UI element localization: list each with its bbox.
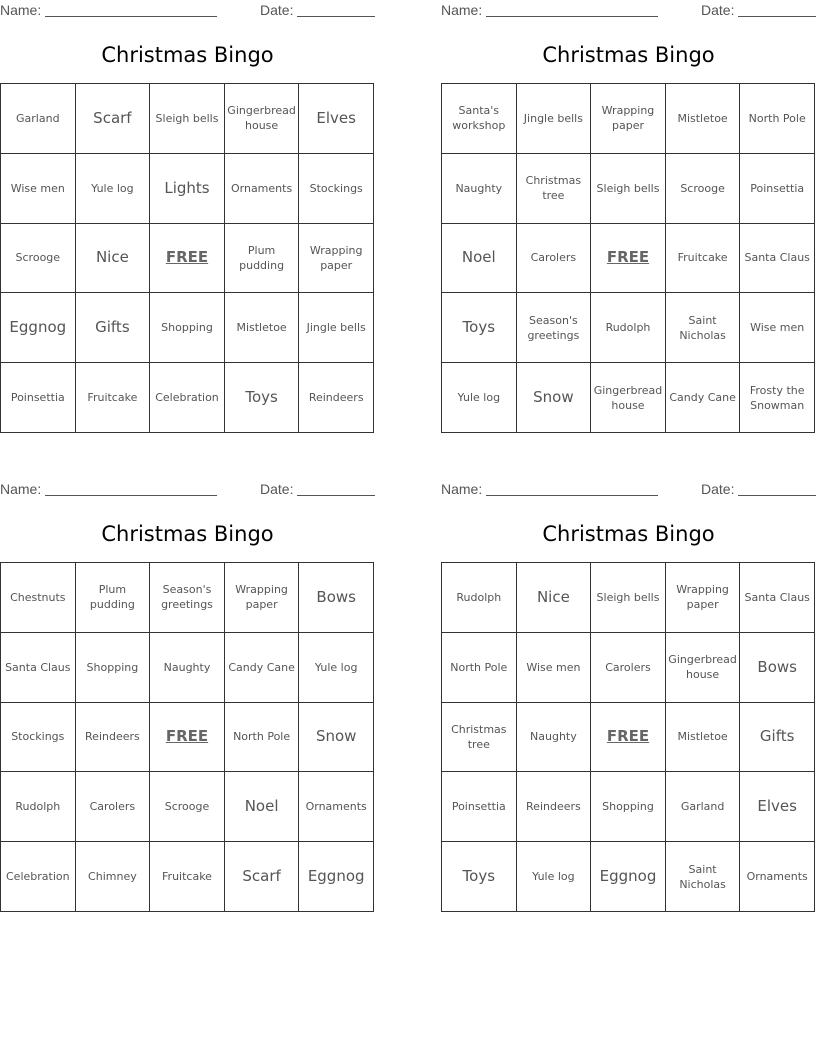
bingo-cell: Ornaments	[740, 842, 815, 912]
bingo-cell: Eggnog	[299, 842, 374, 912]
bingo-cell: Season's greetings	[517, 293, 592, 363]
bingo-cell: Fruitcake	[76, 363, 151, 433]
bingo-cell: Christmas tree	[517, 154, 592, 224]
bingo-cell: Fruitcake	[666, 224, 741, 294]
bingo-cell: Shopping	[150, 293, 225, 363]
date-label: Date:	[701, 2, 735, 18]
bingo-cell: Wrapping paper	[299, 224, 374, 294]
bingo-cell: Scarf	[225, 842, 300, 912]
bingo-cell: Sleigh bells	[591, 154, 666, 224]
bingo-cell: North Pole	[740, 84, 815, 154]
bingo-cell: Candy Cane	[225, 633, 300, 703]
free-space-cell: FREE	[591, 703, 666, 773]
bingo-cell: Elves	[299, 84, 374, 154]
bingo-cell: Christmas tree	[442, 703, 517, 773]
bingo-cell: Naughty	[517, 703, 592, 773]
card-title: Christmas Bingo	[101, 43, 274, 67]
bingo-cell: Poinsettia	[740, 154, 815, 224]
name-blank-line	[486, 495, 658, 496]
bingo-cell: Santa's workshop	[442, 84, 517, 154]
date-blank-line	[297, 495, 375, 496]
bingo-cell: Santa Claus	[740, 563, 815, 633]
card-header	[441, 0, 816, 22]
bingo-cell: Naughty	[150, 633, 225, 703]
bingo-cell: Stockings	[299, 154, 374, 224]
bingo-cell: Season's greetings	[150, 563, 225, 633]
bingo-cell: Poinsettia	[442, 772, 517, 842]
bingo-cell: Sleigh bells	[150, 84, 225, 154]
bingo-cell: Gingerbread house	[225, 84, 300, 154]
card-title: Christmas Bingo	[542, 43, 715, 67]
bingo-cell: Poinsettia	[1, 363, 76, 433]
bingo-cell: Toys	[225, 363, 300, 433]
bingo-cell: Sleigh bells	[591, 563, 666, 633]
bingo-cell: Scrooge	[1, 224, 76, 294]
bingo-cell: Noel	[225, 772, 300, 842]
name-label: Name:	[441, 2, 483, 18]
bingo-cell: Chimney	[76, 842, 151, 912]
bingo-cell: Wise men	[517, 633, 592, 703]
card-header	[0, 0, 375, 22]
bingo-card-4	[441, 479, 816, 919]
bingo-cell: Candy Cane	[666, 363, 741, 433]
bingo-cell: Wise men	[740, 293, 815, 363]
bingo-cell: Wrapping paper	[591, 84, 666, 154]
bingo-cell: Yule log	[517, 842, 592, 912]
free-space-cell: FREE	[591, 224, 666, 294]
bingo-cell: Yule log	[442, 363, 517, 433]
bingo-cell: Plum pudding	[76, 563, 151, 633]
bingo-cell: Ornaments	[225, 154, 300, 224]
date-label: Date:	[260, 481, 294, 497]
name-blank-line	[45, 495, 217, 496]
bingo-cell: Jingle bells	[299, 293, 374, 363]
date-blank-line	[738, 495, 816, 496]
bingo-cell: Shopping	[591, 772, 666, 842]
bingo-cell: Scarf	[76, 84, 151, 154]
bingo-cell: Saint Nicholas	[666, 293, 741, 363]
free-space-cell: FREE	[150, 703, 225, 773]
bingo-cell: Noel	[442, 224, 517, 294]
name-label: Name:	[0, 2, 42, 18]
bingo-cell: Mistletoe	[666, 703, 741, 773]
bingo-cell: Chestnuts	[1, 563, 76, 633]
bingo-cell: North Pole	[225, 703, 300, 773]
bingo-cell: Wise men	[1, 154, 76, 224]
bingo-cell: Toys	[442, 842, 517, 912]
date-blank-line	[738, 16, 816, 17]
bingo-cell: Yule log	[76, 154, 151, 224]
bingo-cell: Eggnog	[591, 842, 666, 912]
bingo-cell: Snow	[517, 363, 592, 433]
bingo-cell: North Pole	[442, 633, 517, 703]
bingo-cell: Snow	[299, 703, 374, 773]
bingo-cell: Nice	[517, 563, 592, 633]
bingo-cell: Carolers	[76, 772, 151, 842]
bingo-grid	[441, 83, 815, 433]
date-label: Date:	[260, 2, 294, 18]
bingo-cell: Fruitcake	[150, 842, 225, 912]
name-blank-line	[45, 16, 217, 17]
bingo-cell: Garland	[1, 84, 76, 154]
bingo-cell: Stockings	[1, 703, 76, 773]
bingo-cell: Eggnog	[1, 293, 76, 363]
bingo-cell: Wrapping paper	[666, 563, 741, 633]
free-space-cell: FREE	[150, 224, 225, 294]
bingo-cell: Frosty the Snowman	[740, 363, 815, 433]
date-label: Date:	[701, 481, 735, 497]
bingo-cell: Naughty	[442, 154, 517, 224]
bingo-cell: Celebration	[150, 363, 225, 433]
name-label: Name:	[441, 481, 483, 497]
card-header	[441, 479, 816, 501]
bingo-cell: Wrapping paper	[225, 563, 300, 633]
bingo-cell: Santa Claus	[1, 633, 76, 703]
card-title: Christmas Bingo	[101, 522, 274, 546]
bingo-cell: Mistletoe	[225, 293, 300, 363]
bingo-cell: Reindeers	[76, 703, 151, 773]
bingo-cell: Yule log	[299, 633, 374, 703]
bingo-cell: Reindeers	[517, 772, 592, 842]
bingo-cell: Ornaments	[299, 772, 374, 842]
bingo-cell: Gifts	[76, 293, 151, 363]
bingo-cell: Bows	[299, 563, 374, 633]
bingo-cell: Gingerbread house	[591, 363, 666, 433]
date-blank-line	[297, 16, 375, 17]
bingo-cell: Gifts	[740, 703, 815, 773]
bingo-cell: Santa Claus	[740, 224, 815, 294]
bingo-cell: Garland	[666, 772, 741, 842]
bingo-cell: Rudolph	[591, 293, 666, 363]
bingo-cell: Bows	[740, 633, 815, 703]
bingo-grid	[0, 83, 374, 433]
bingo-cell: Plum pudding	[225, 224, 300, 294]
card-header	[0, 479, 375, 501]
bingo-cell: Carolers	[591, 633, 666, 703]
bingo-cell: Mistletoe	[666, 84, 741, 154]
bingo-grid	[441, 562, 815, 912]
bingo-cell: Rudolph	[1, 772, 76, 842]
bingo-cell: Celebration	[1, 842, 76, 912]
bingo-cell: Nice	[76, 224, 151, 294]
bingo-card-1	[0, 0, 375, 440]
bingo-cell: Elves	[740, 772, 815, 842]
bingo-grid	[0, 562, 374, 912]
bingo-cell: Toys	[442, 293, 517, 363]
bingo-cell: Gingerbread house	[666, 633, 741, 703]
bingo-cell: Jingle bells	[517, 84, 592, 154]
bingo-cell: Lights	[150, 154, 225, 224]
bingo-cell: Scrooge	[666, 154, 741, 224]
name-label: Name:	[0, 481, 42, 497]
card-title: Christmas Bingo	[542, 522, 715, 546]
bingo-cell: Reindeers	[299, 363, 374, 433]
bingo-card-2	[441, 0, 816, 440]
bingo-cell: Shopping	[76, 633, 151, 703]
bingo-card-3	[0, 479, 375, 919]
bingo-cell: Rudolph	[442, 563, 517, 633]
bingo-cell: Saint Nicholas	[666, 842, 741, 912]
bingo-cell: Scrooge	[150, 772, 225, 842]
name-blank-line	[486, 16, 658, 17]
bingo-cell: Carolers	[517, 224, 592, 294]
